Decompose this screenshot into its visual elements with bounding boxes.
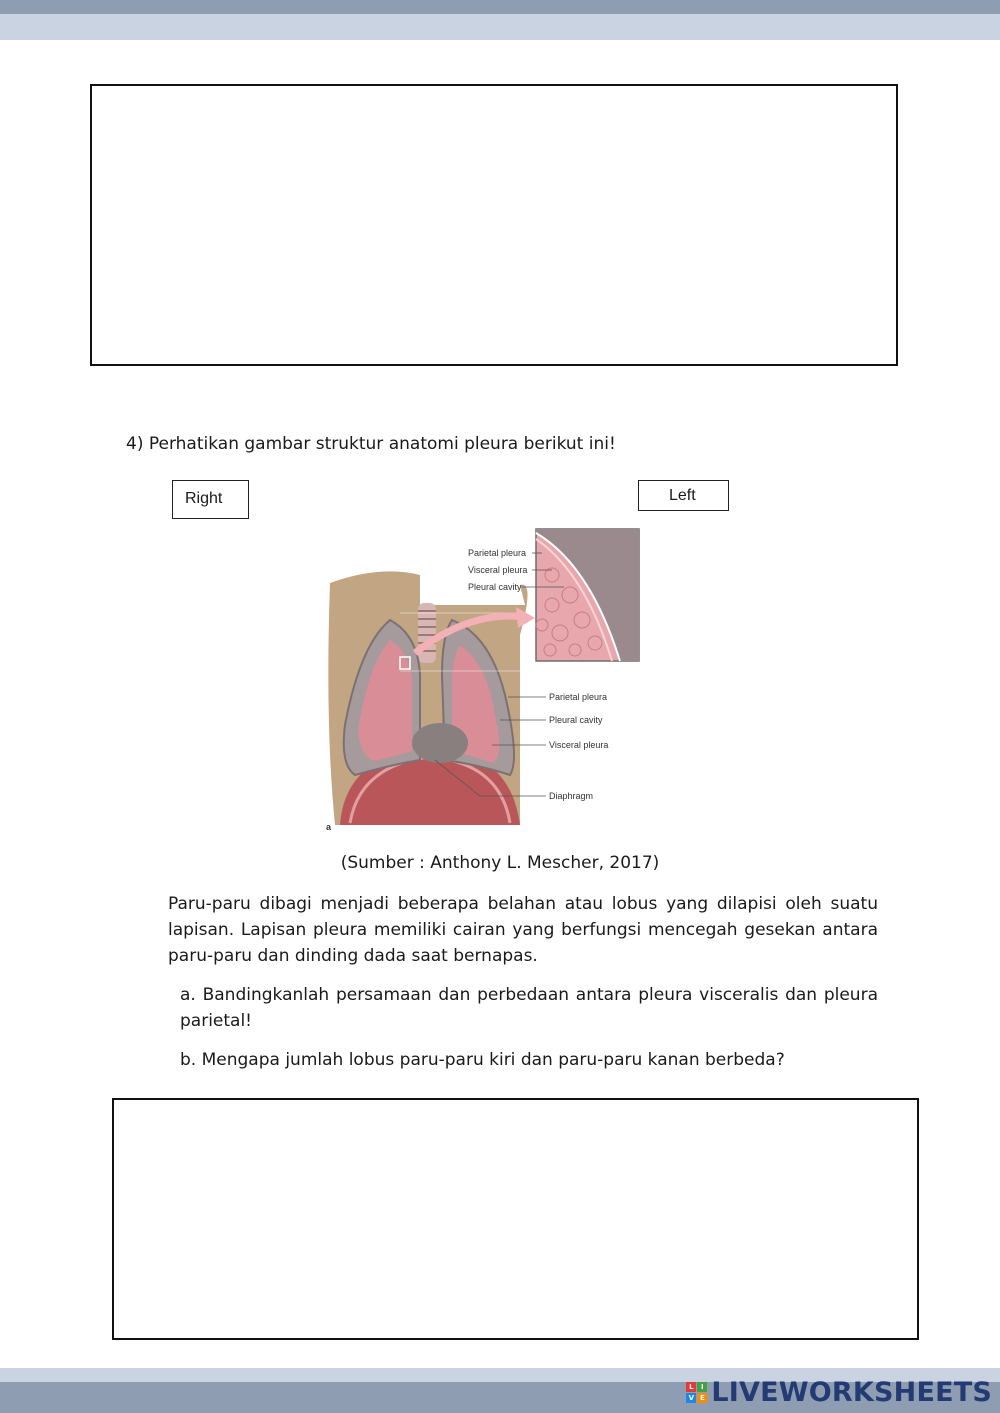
inset-label-parietal: Parietal pleura xyxy=(468,548,527,558)
side-label-parietal: Parietal pleura xyxy=(549,692,608,702)
answer-box-question-4[interactable] xyxy=(112,1098,919,1340)
side-label-cavity: Pleural cavity xyxy=(549,715,603,725)
sub-question-b: b. Mengapa jumlah lobus paru-paru kiri dan paru-paru kanan berbeda? xyxy=(180,1050,785,1070)
pleura-anatomy-figure xyxy=(320,525,640,837)
left-label-box[interactable]: Left xyxy=(638,480,729,511)
brand-grid-cell: I xyxy=(697,1382,707,1392)
question-4-prompt: 4) Perhatikan gambar struktur anatomi pleura berikut ini! xyxy=(126,434,616,454)
side-label-diaphragm: Diaphragm xyxy=(549,791,594,801)
brand-grid-cell: E xyxy=(697,1393,707,1403)
answer-box-previous[interactable] xyxy=(90,84,898,366)
explanation-paragraph: Paru-paru dibagi menjadi beberapa belahan atau lobus yang dilapisi oleh suatu lapisan. Lapisan pleura memiliki cairan yang berfungsi mencegah gesekan antara paru-paru dan dinding dada saat bernapas. xyxy=(168,894,878,966)
inset-label-cavity: Pleural cavity xyxy=(468,582,522,592)
inset-label-visceral: Visceral pleura xyxy=(468,565,528,575)
figure-source-caption: (Sumber : Anthony L. Mescher, 2017) xyxy=(340,853,660,873)
side-label-visceral: Visceral pleura xyxy=(549,740,609,750)
top-decorative-band xyxy=(0,0,1000,40)
liveworksheets-brand xyxy=(686,1377,992,1407)
sub-question-a: a. Bandingkanlah persamaan dan perbedaan antara pleura visceralis dan pleura parietal! xyxy=(180,985,878,1031)
brand-logo-grid xyxy=(686,1382,707,1403)
right-label-box[interactable]: Right xyxy=(172,480,249,519)
brand-grid-cell: V xyxy=(686,1393,696,1403)
brand-grid-cell: L xyxy=(686,1382,696,1392)
panel-letter: a xyxy=(326,822,332,832)
brand-text: LIVEWORKSHEETS xyxy=(711,1376,992,1408)
